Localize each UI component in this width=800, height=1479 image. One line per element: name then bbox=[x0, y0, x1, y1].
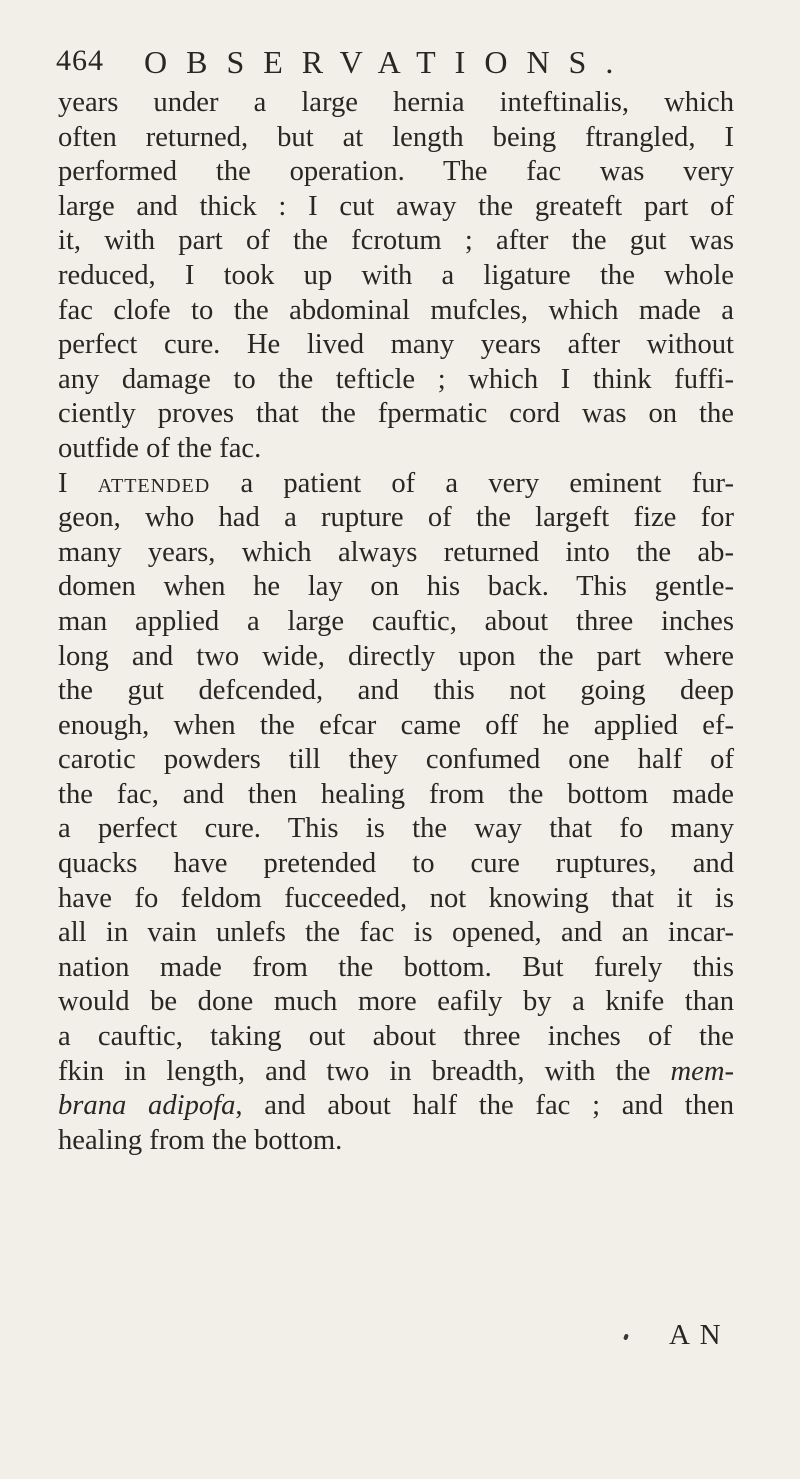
text-line: large and thick : I cut away the greateft part of bbox=[58, 190, 734, 222]
opening-smallcaps-word: attended bbox=[97, 467, 211, 499]
text-line: the gut defcended, and this not going deep bbox=[58, 675, 734, 707]
opening-initial: I bbox=[58, 467, 68, 499]
text-line: nation made from the bottom. But furely this bbox=[58, 951, 734, 983]
text-line bbox=[58, 1089, 734, 1124]
text-line: would be done much more eafily by a knife than bbox=[58, 986, 734, 1018]
text-line: have fo feldom fucceeded, not knowing that it is bbox=[58, 882, 734, 914]
text-line: outfide of the fac. bbox=[58, 432, 262, 464]
paragraph-opening-line bbox=[58, 467, 734, 502]
text-line-part: fkin in length, and two in breadth, with the bbox=[58, 1055, 651, 1087]
text-line: any damage to the tefticle ; which I think fuffi- bbox=[58, 363, 734, 395]
opening-line-rest: a patient of a very eminent fur- bbox=[240, 467, 734, 499]
italic-term: brana adipofa bbox=[58, 1090, 236, 1122]
text-line: reduced, I took up with a ligature the whole bbox=[58, 259, 734, 291]
text-line: domen when he lay on his back. This gentle- bbox=[58, 571, 734, 603]
running-head: OBSERVATIONS. bbox=[144, 44, 633, 80]
text-line: healing from the bottom. bbox=[58, 1124, 343, 1156]
body-text bbox=[58, 86, 734, 1158]
ink-speck bbox=[623, 1333, 629, 1340]
text-line: quacks have pretended to cure ruptures, and bbox=[58, 848, 734, 880]
text-line bbox=[58, 1055, 734, 1090]
text-line: enough, when the efcar came off he applied ef- bbox=[58, 709, 734, 741]
text-line: geon, who had a rupture of the largeft fize for bbox=[58, 502, 734, 534]
text-line: fac clofe to the abdominal mufcles, which made a bbox=[58, 294, 734, 326]
text-line: it, with part of the fcrotum ; after the gut was bbox=[58, 225, 734, 257]
page-number: 464 bbox=[56, 44, 104, 77]
text-line: many years, which always returned into the ab- bbox=[58, 536, 734, 568]
page-header bbox=[56, 44, 746, 88]
text-line-part: a cauftic, taking out about three inches of the bbox=[58, 1021, 734, 1053]
text-line: carotic powders till they confumed one half of bbox=[58, 744, 734, 776]
text-line: the fac, and then healing from the bottom made bbox=[58, 778, 734, 810]
text-line: often returned, but at length being ftrangled, I bbox=[58, 121, 734, 153]
text-line: long and two wide, directly upon the part where bbox=[58, 640, 734, 672]
text-line: ciently proves that the fpermatic cord was on the bbox=[58, 398, 734, 430]
catchword: A N bbox=[669, 1319, 723, 1351]
text-line bbox=[58, 1020, 734, 1055]
text-line: a perfect cure. This is the way that fo many bbox=[58, 813, 734, 845]
text-line: man applied a large cauftic, about three inches bbox=[58, 605, 734, 637]
italic-term: mem- bbox=[670, 1055, 734, 1087]
text-line: performed the operation. The fac was very bbox=[58, 156, 734, 188]
text-line: all in vain unlefs the fac is opened, and an incar- bbox=[58, 917, 734, 949]
text-line-part: , and about half the fac ; and then bbox=[235, 1090, 734, 1122]
text-line: years under a large hernia inteftinalis, which bbox=[58, 87, 734, 118]
text-line: perfect cure. He lived many years after without bbox=[58, 329, 734, 361]
